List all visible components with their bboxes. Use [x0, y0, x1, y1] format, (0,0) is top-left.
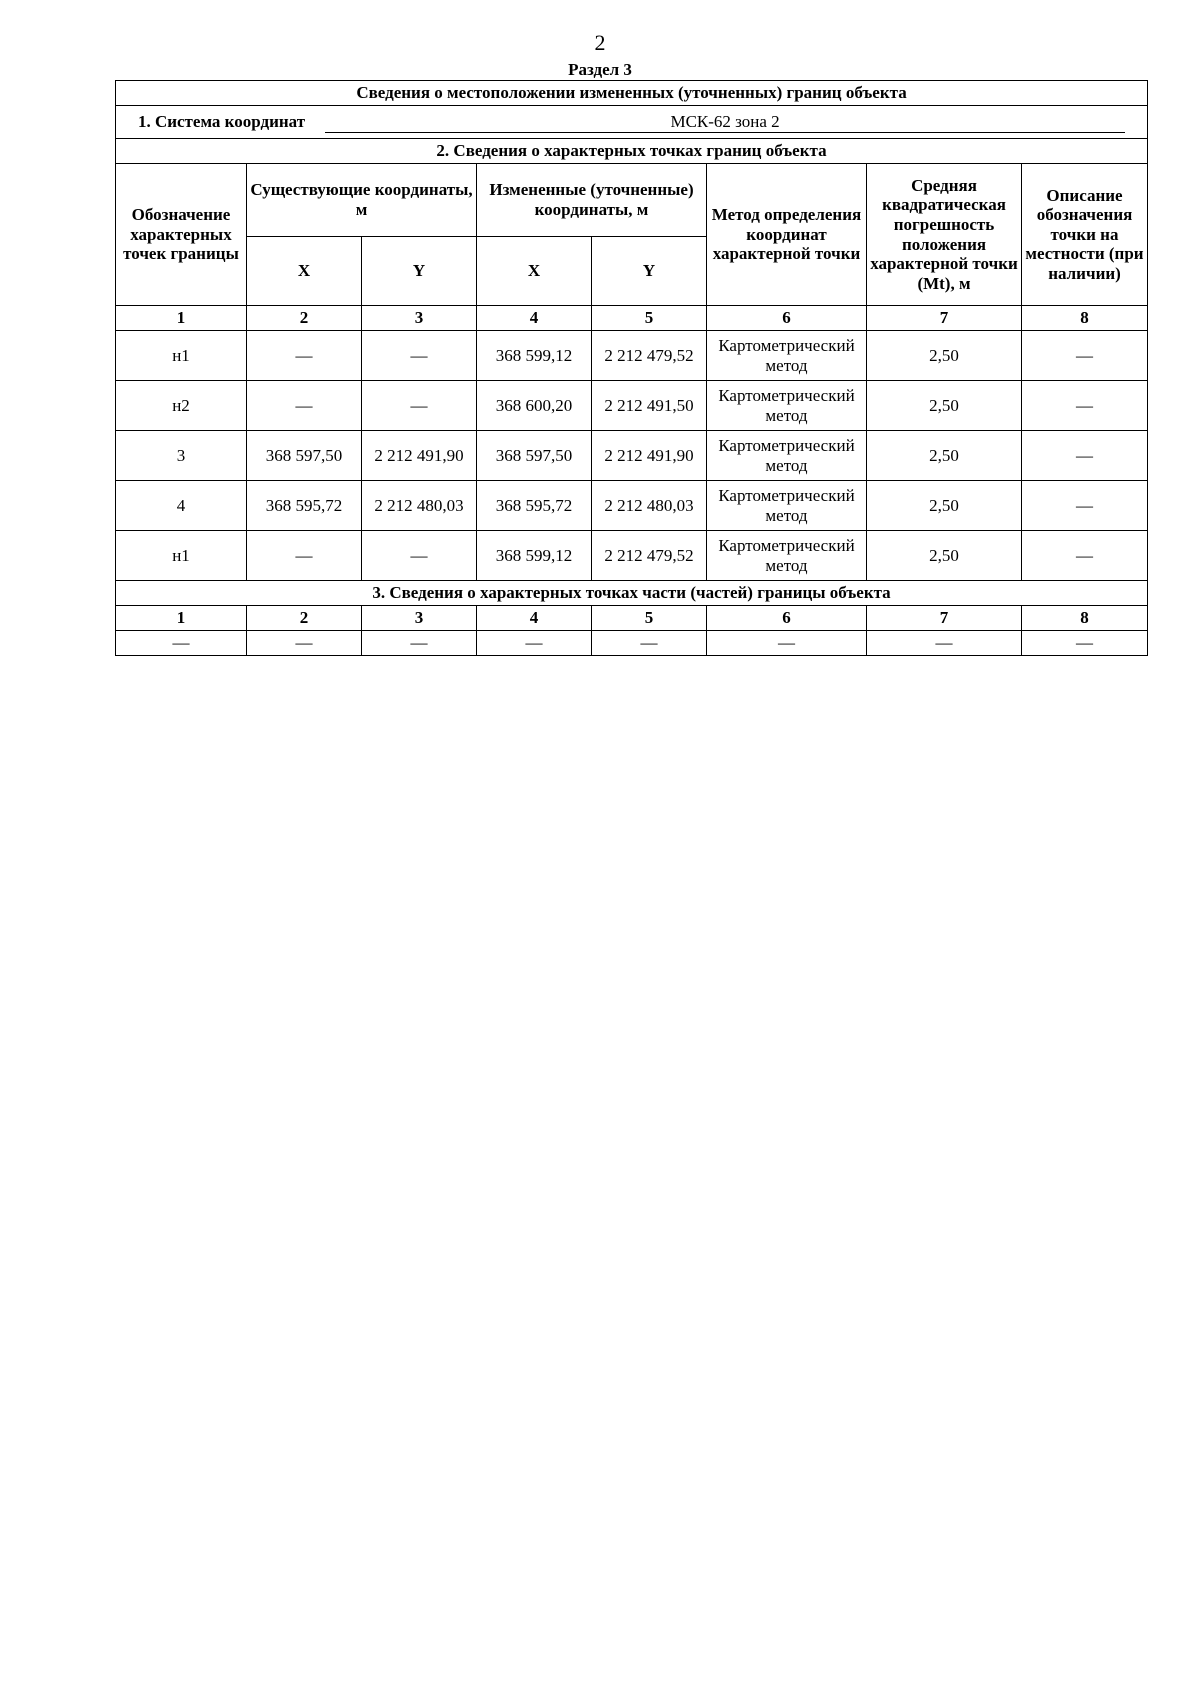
coord-system-value: МСК-62 зона 2	[325, 112, 1125, 133]
changed-y: 2 212 491,90	[592, 431, 707, 481]
existing-x: —	[247, 531, 362, 581]
method: Картометрический метод	[707, 331, 867, 381]
empty-cell: —	[867, 631, 1022, 656]
coord-system-label: 1. Система координат	[137, 111, 306, 131]
point-description: —	[1022, 531, 1148, 581]
point-id: н1	[116, 531, 247, 581]
points-section-title: 2. Сведения о характерных точках границ объекта	[116, 139, 1148, 164]
column-number: 3	[362, 306, 477, 331]
page-number: 2	[594, 30, 606, 55]
existing-x: —	[247, 331, 362, 381]
empty-cell: —	[1022, 631, 1148, 656]
header-changed-y: Y	[592, 237, 707, 306]
changed-y: 2 212 491,50	[592, 381, 707, 431]
point-id: 4	[116, 481, 247, 531]
mt-error: 2,50	[867, 331, 1022, 381]
changed-x: 368 595,72	[477, 481, 592, 531]
column-number: 6	[707, 606, 867, 631]
table-row	[116, 431, 1148, 481]
empty-cell: —	[362, 631, 477, 656]
mt-error: 2,50	[867, 381, 1022, 431]
method: Картометрический метод	[707, 431, 867, 481]
coord-system-row	[116, 106, 1148, 139]
header-error: Средняя квадратическая погрешность положения характерной точки (Mt), м	[867, 164, 1022, 306]
section-title: Раздел 3	[568, 60, 632, 79]
method: Картометрический метод	[707, 531, 867, 581]
header-existing-coords: Существующие координаты, м	[247, 164, 477, 237]
existing-y: —	[362, 381, 477, 431]
method: Картометрический метод	[707, 381, 867, 431]
point-description: —	[1022, 431, 1148, 481]
column-number: 8	[1022, 306, 1148, 331]
point-description: —	[1022, 481, 1148, 531]
mt-error: 2,50	[867, 481, 1022, 531]
header-existing-y: Y	[362, 237, 477, 306]
column-number: 2	[247, 606, 362, 631]
column-number: 7	[867, 306, 1022, 331]
method: Картометрический метод	[707, 481, 867, 531]
table-title: Сведения о местоположении измененных (уточненных) границ объекта	[116, 81, 1148, 106]
parts-section-title: 3. Сведения о характерных точках части (частей) границы объекта	[116, 581, 1148, 606]
table-row	[116, 381, 1148, 431]
changed-x: 368 599,12	[477, 531, 592, 581]
empty-cell: —	[247, 631, 362, 656]
column-number: 6	[707, 306, 867, 331]
header-method: Метод определения координат характерной точки	[707, 164, 867, 306]
column-number: 7	[867, 606, 1022, 631]
header-changed-x: X	[477, 237, 592, 306]
column-number: 2	[247, 306, 362, 331]
table-row	[116, 531, 1148, 581]
changed-x: 368 597,50	[477, 431, 592, 481]
existing-y: 2 212 480,03	[362, 481, 477, 531]
column-number: 3	[362, 606, 477, 631]
point-description: —	[1022, 331, 1148, 381]
table-row	[116, 481, 1148, 531]
column-number: 4	[477, 606, 592, 631]
existing-y: —	[362, 331, 477, 381]
column-number: 8	[1022, 606, 1148, 631]
boundary-table	[115, 80, 1148, 656]
empty-cell: —	[477, 631, 592, 656]
point-id: н1	[116, 331, 247, 381]
empty-cell: —	[707, 631, 867, 656]
header-description: Описание обозначения точки на местности (при наличии)	[1022, 164, 1148, 306]
mt-error: 2,50	[867, 531, 1022, 581]
column-number: 4	[477, 306, 592, 331]
changed-y: 2 212 479,52	[592, 531, 707, 581]
column-number: 1	[116, 306, 247, 331]
header-changed-coords: Измененные (уточненные) координаты, м	[477, 164, 707, 237]
table-row	[116, 331, 1148, 381]
changed-x: 368 600,20	[477, 381, 592, 431]
empty-cell: —	[592, 631, 707, 656]
changed-y: 2 212 479,52	[592, 331, 707, 381]
column-number: 1	[116, 606, 247, 631]
header-designation: Обозначение характерных точек границы	[116, 164, 247, 306]
column-number: 5	[592, 306, 707, 331]
existing-x: 368 595,72	[247, 481, 362, 531]
table-row	[116, 631, 1148, 656]
existing-y: —	[362, 531, 477, 581]
changed-y: 2 212 480,03	[592, 481, 707, 531]
empty-cell: —	[116, 631, 247, 656]
point-id: н2	[116, 381, 247, 431]
existing-x: —	[247, 381, 362, 431]
existing-y: 2 212 491,90	[362, 431, 477, 481]
changed-x: 368 599,12	[477, 331, 592, 381]
point-description: —	[1022, 381, 1148, 431]
point-id: 3	[116, 431, 247, 481]
column-number: 5	[592, 606, 707, 631]
mt-error: 2,50	[867, 431, 1022, 481]
header-existing-x: X	[247, 237, 362, 306]
existing-x: 368 597,50	[247, 431, 362, 481]
